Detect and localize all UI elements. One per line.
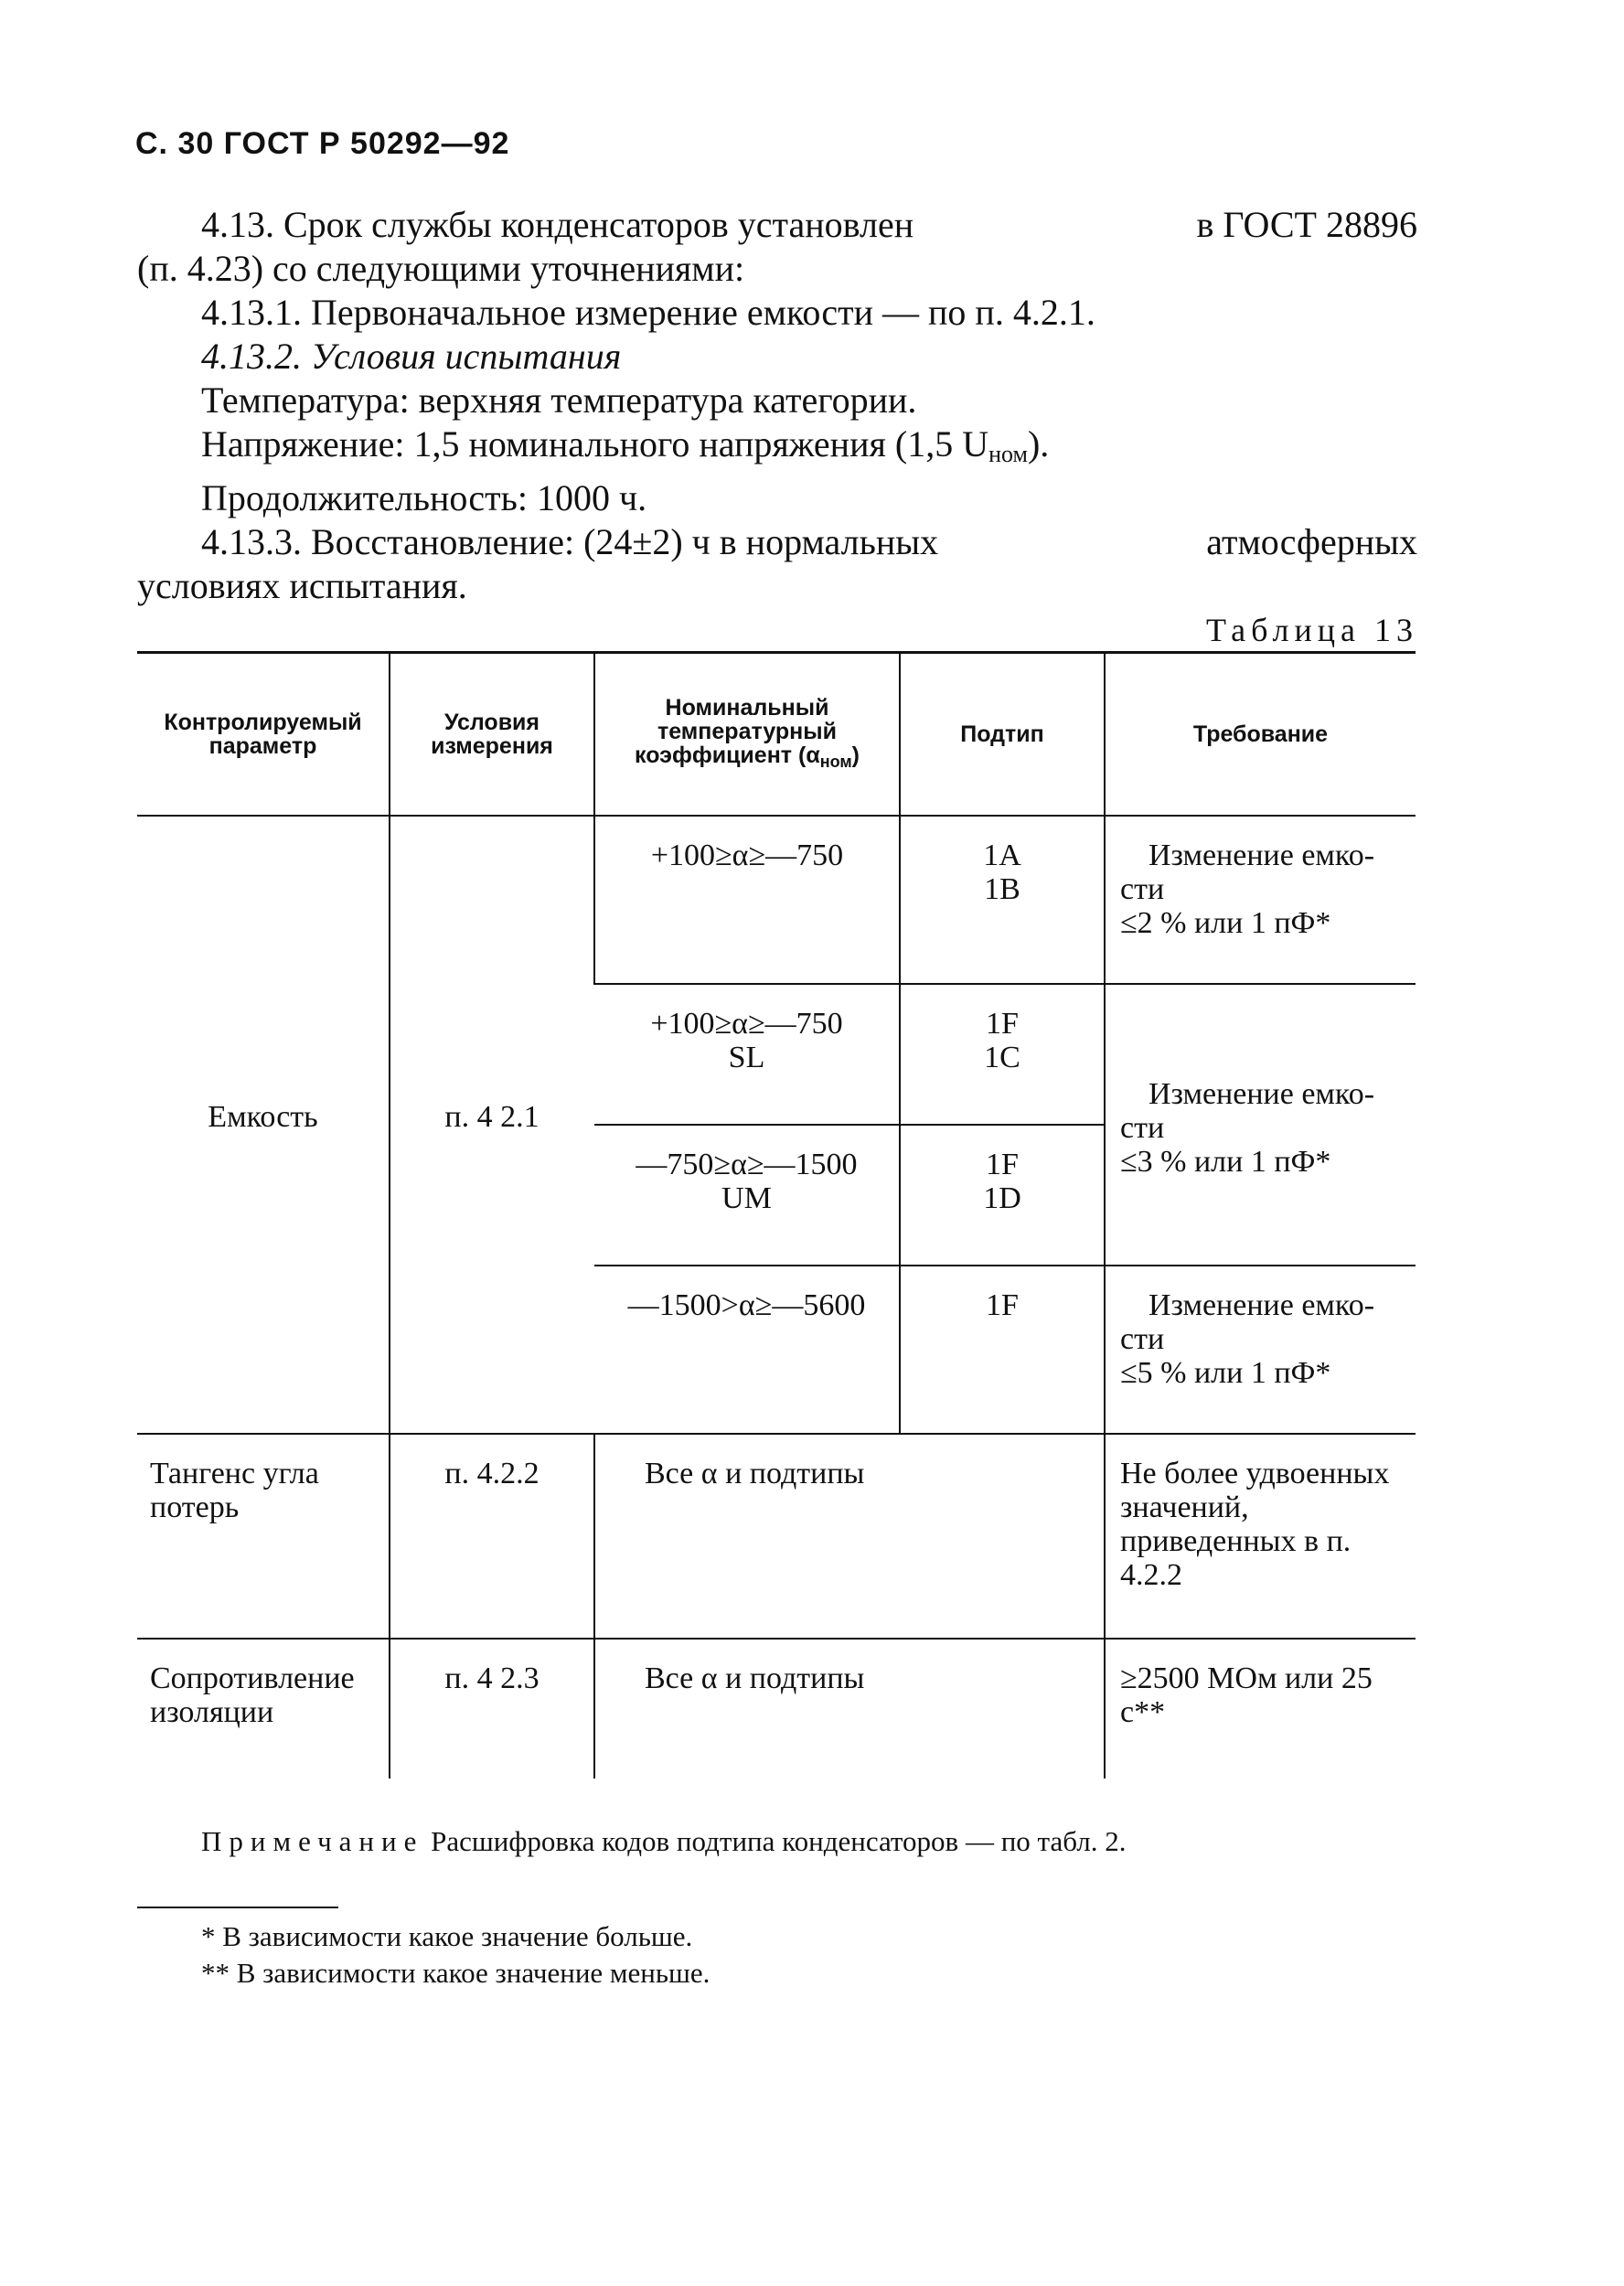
table-header-row xyxy=(137,653,1416,817)
subtype-line-1: 1F xyxy=(986,1148,1019,1181)
paragraph-4-13-3-part-a: 4.13.3. Восстановление: (24±2) ч в нормальных xyxy=(201,521,939,562)
coef-line-1: +100≥α≥—750 xyxy=(650,839,844,872)
paragraph-4-13-3-cont: условиях испытания. xyxy=(137,565,467,606)
cell-coef-insulation: Все α и подтипы xyxy=(594,1639,1105,1779)
requirement-line-1: Изменение емко- xyxy=(1148,839,1375,872)
footnote-divider xyxy=(137,1907,338,1908)
header-coef-end: ) xyxy=(851,742,860,768)
requirement-line-3: ≤2 % или 1 пФ* xyxy=(1120,906,1331,940)
table-row xyxy=(137,1639,1416,1779)
cell-subtype xyxy=(900,1266,1105,1434)
requirement-line-1: Изменение емко- xyxy=(1148,1288,1375,1322)
header-coef-subscript: ном xyxy=(819,752,852,771)
body-text xyxy=(137,203,1417,608)
footnote-1: * В зависимости какое значение больше. xyxy=(201,1920,693,1952)
cell-param-capacity: Емкость xyxy=(137,816,390,1434)
cell-param-tangent: Тангенс угла потерь xyxy=(137,1434,390,1639)
voltage-text: Напряжение: 1,5 номинального напряжения (1,5 U xyxy=(201,423,989,465)
coef-line-1: —1500>α≥—5600 xyxy=(627,1288,866,1322)
paragraph-4-13-3 xyxy=(137,520,1417,564)
header-coef xyxy=(594,653,900,817)
note-label: Примечание xyxy=(201,1825,424,1857)
cell-requirement-tangent: Не более удвоенных значений, приведенных в п. 4.2.2 xyxy=(1105,1434,1416,1639)
cell-requirement xyxy=(1105,984,1416,1266)
note-text: Расшифровка кодов подтипа конденсаторов — по табл. 2. xyxy=(431,1825,1127,1857)
footnotes xyxy=(201,1918,710,1992)
subtype-line-1: 1F xyxy=(986,1007,1019,1041)
cell-coef-tangent: Все α и подтипы xyxy=(594,1434,1105,1639)
coef-line-1: —750≥α≥—1500 xyxy=(636,1148,858,1181)
table-note xyxy=(201,1825,1126,1858)
header-conditions: Условия измерения xyxy=(390,653,594,817)
subtype-line-2: 1D xyxy=(983,1181,1021,1215)
paragraph-duration: Продолжительность: 1000 ч. xyxy=(201,477,647,518)
cell-coef xyxy=(594,1125,900,1266)
paragraph-temperature: Температура: верхняя температура категории. xyxy=(201,379,917,421)
paragraph-4-13-2: 4.13.2. Условия испытания xyxy=(201,336,622,377)
table-13 xyxy=(137,651,1416,1779)
requirement-line-2: сти xyxy=(1120,1322,1165,1356)
cell-requirement-insulation: ≥2500 МОм или 25 с** xyxy=(1105,1639,1416,1779)
cell-subtype xyxy=(900,984,1105,1125)
paragraph-4-13-part-a: 4.13. Срок службы конденсаторов установлен xyxy=(201,204,914,245)
subtype-line-2: 1C xyxy=(984,1041,1020,1074)
table-row xyxy=(137,816,1416,984)
requirement-line-3: ≤3 % или 1 пФ* xyxy=(1120,1144,1331,1179)
page-header: С. 30 ГОСТ Р 50292—92 xyxy=(135,126,510,161)
table-row xyxy=(137,1434,1416,1639)
requirement-line-2: сти xyxy=(1120,1110,1165,1145)
coef-line-1: +100≥α≥—750 xyxy=(650,1007,843,1041)
header-param: Контролируемый параметр xyxy=(137,653,390,817)
table-title: Таблица 13 xyxy=(1206,612,1418,648)
cell-conditions-capacity: п. 4 2.1 xyxy=(390,816,594,1434)
cell-requirement xyxy=(1105,1266,1416,1434)
requirement-line-3: ≤5 % или 1 пФ* xyxy=(1120,1356,1331,1390)
cell-subtype xyxy=(900,1125,1105,1266)
subtype-line-1: 1A xyxy=(983,839,1021,872)
requirement-line-2: сти xyxy=(1120,872,1165,906)
cell-conditions-insulation: п. 4 2.3 xyxy=(390,1639,594,1779)
coef-line-2: UM xyxy=(721,1181,772,1215)
cell-coef xyxy=(594,1266,900,1434)
subtype-line-1: 1F xyxy=(986,1288,1019,1322)
paragraph-4-13 xyxy=(137,203,1417,247)
cell-coef xyxy=(594,984,900,1125)
paragraph-voltage xyxy=(137,422,1417,476)
subtype-line-2: 1B xyxy=(984,872,1020,906)
cell-coef xyxy=(594,816,900,984)
footnote-2: ** В зависимости какое значение меньше. xyxy=(201,1957,710,1989)
paragraph-4-13-part-b: в ГОСТ 28896 xyxy=(1196,204,1417,245)
voltage-subscript: ном xyxy=(988,441,1028,467)
paragraph-4-13-3-part-b: атмосферных xyxy=(1206,521,1417,562)
paragraph-4-13-cont: (п. 4.23) со следующими уточнениями: xyxy=(137,248,745,289)
requirement-line-1: Изменение емко- xyxy=(1148,1076,1375,1111)
cell-conditions-tangent: п. 4.2.2 xyxy=(390,1434,594,1639)
cell-subtype xyxy=(900,816,1105,984)
header-requirement: Требование xyxy=(1105,653,1416,817)
coef-line-2: SL xyxy=(728,1041,765,1074)
cell-param-insulation: Сопротивление изоляции xyxy=(150,1661,355,1729)
voltage-text-end: ). xyxy=(1027,423,1050,465)
paragraph-4-13-1: 4.13.1. Первоначальное измерение емкости — по п. 4.2.1. xyxy=(201,292,1095,333)
cell-requirement xyxy=(1105,816,1416,984)
header-coef-text: Номинальный температурный коэффициент (α xyxy=(635,694,838,768)
header-subtype: Подтип xyxy=(900,653,1105,817)
